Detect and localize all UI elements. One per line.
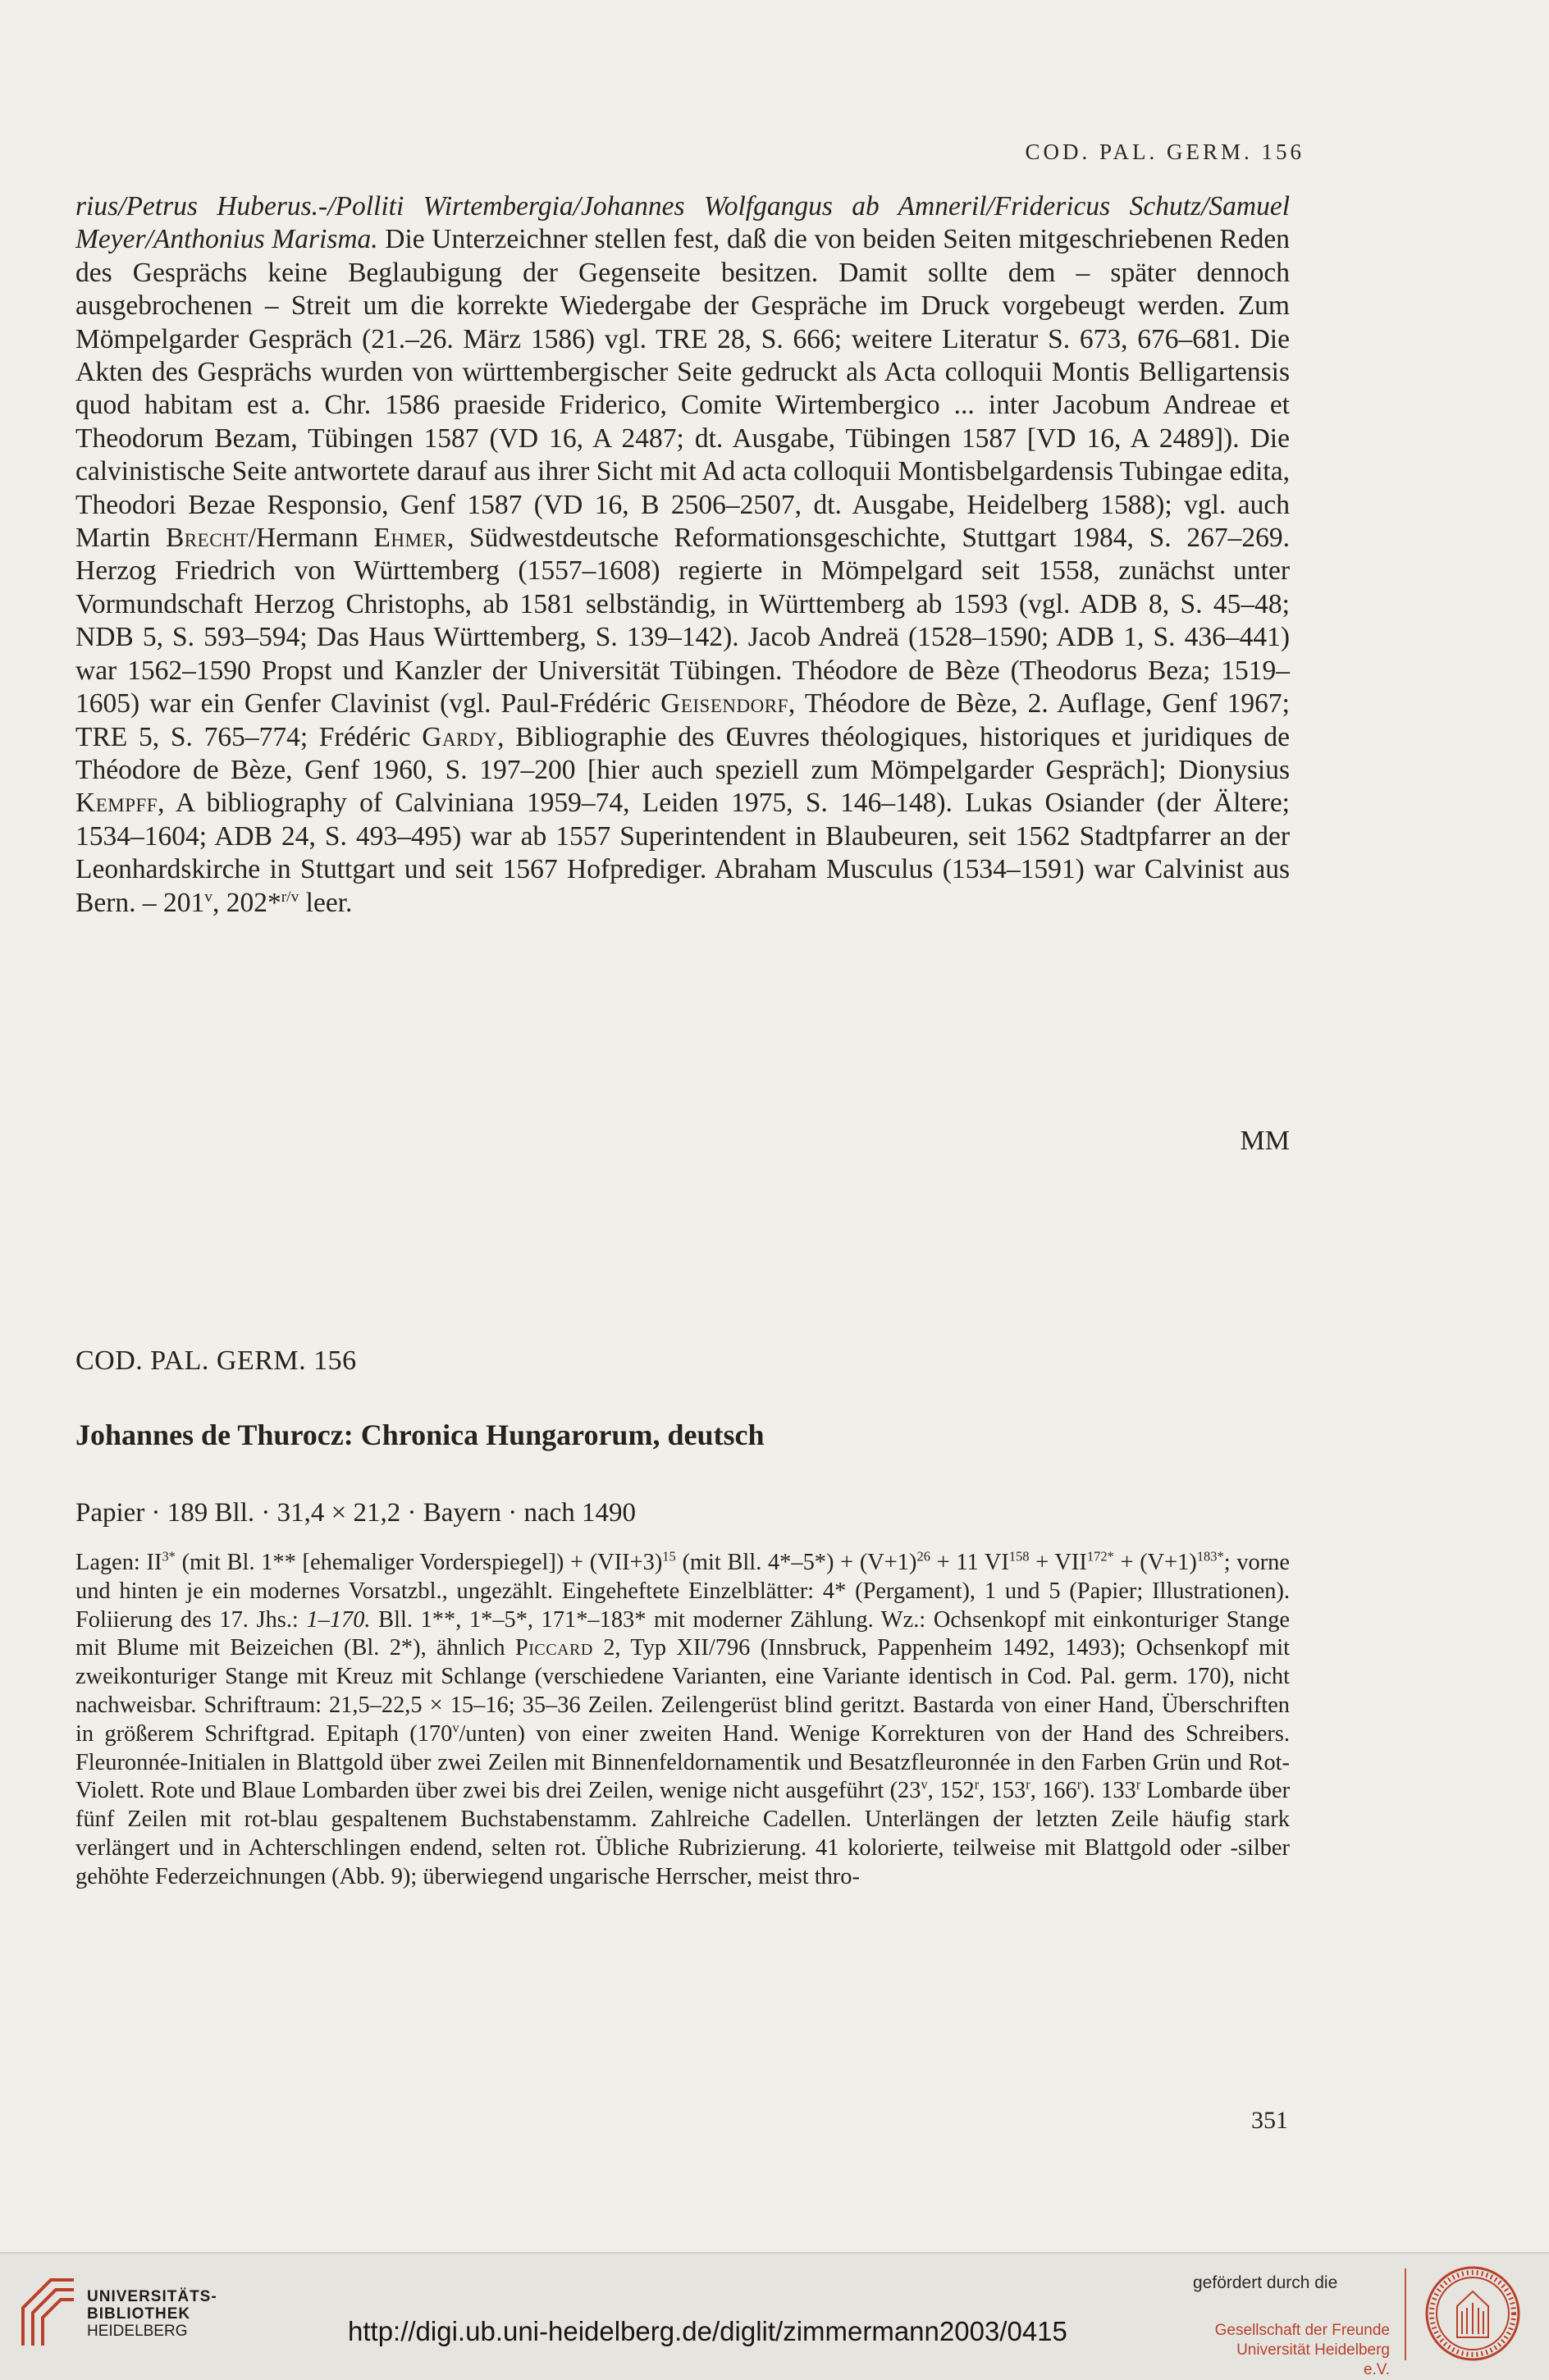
author-signature: MM [1240,1126,1290,1156]
author-kempff: Kempff [75,788,158,819]
superscript: 26 [916,1548,930,1565]
superscript: v [921,1776,928,1793]
text-segment: , Théodore de Bèze, 2. Auflage, Genf 1967; TRE 5, S. 765–774; Frédéric [75,688,1290,752]
funded-by-label: gefördert durch die [1193,2273,1338,2292]
author-geisendorf: Geisendorf [660,688,788,719]
superscript: 172* [1086,1548,1114,1565]
superscript: r [974,1776,980,1793]
text-segment: /unten) von einer zweiten Hand. Wenige Korrekturen von der Hand des Schreibers. Fleuronnée-Initialen in Blattgold über zwei Zeilen mit Binnenfeldornamentik und Besatzfleuronnée in den Farben Grün und Rot-Violett. Rote und Blaue Lombarden über zwei bis drei Zeilen, wenige nicht ausgeführt (23 [75,1720,1291,1804]
university-seal-icon [1424,2265,1521,2362]
superscript: 15 [662,1548,676,1565]
superscript: 183* [1196,1548,1224,1565]
text-segment: , Bibliographie des Œuvres théologiques, historiques et juridiques de Théodore de Bèze, Genf 1960, S. 197–200 [hier auch speziell zum Mömpelgarder Gespräch]; Dionysius [75,721,1290,785]
footer-divider [1405,2268,1406,2360]
superscript: r [1026,1776,1030,1793]
superscript: 3* [162,1548,176,1565]
codex-metadata: Papier · 189 Bll. · 31,4 × 21,2 · Bayern · nach 1490 [75,1498,637,1528]
author-piccard: Piccard [514,1635,593,1661]
library-name [87,2288,217,2340]
text-segment: ). 133 [1081,1778,1136,1804]
text-segment: , 202* [212,887,281,918]
superscript: r [1076,1776,1082,1793]
text-segment: leer. [299,887,353,918]
superscript: 158 [1008,1548,1030,1565]
text-segment: Lombarde über fünf Zeilen mit rot-blau gespaltenem Buchstabenstamm. Zahlreiche Cadellen. Unterlängen der letzten Zeile häufig stark verlängert und in Achterschlingen endend, selten rot. Übliche Rubrizierung. 41 kolorierte, teilweise mit Blattgold oder -silber gehöhte Federzeichnungen (Abb. 9); überwiegend ungarische Herrscher, meist thro- [75,1778,1291,1889]
digitization-footer [0,2252,1549,2378]
text-segment: (mit Bll. 4*–5*) + (V+1) [675,1550,917,1575]
author-brecht: Brecht [165,523,249,554]
text-segment: Lagen: II [75,1550,162,1575]
text-segment: 2, Typ XII/796 (Innsbruck, Pappenheim 1492, 1493); Ochsenkopf mit zweikonturiger Stange mit Kreuz mit Schlange (verschiedene Varianten, eine Variante identisch in Cod. Pal. germ. 170), nicht nachweisbar. Schriftraum: 21,5–22,5 × 15–16; 35–36 Zeilen. Zeilengerüst blind geritzt. Bastarda von einer Hand, Überschriften in größerem Schriftgrad. Epitaph (170 [75,1635,1290,1747]
society-name[interactable] [1206,2321,1390,2380]
previous-entry-text [75,190,1290,920]
codex-heading: COD. PAL. GERM. 156 [75,1345,357,1376]
library-line: HEIDELBERG [87,2323,188,2340]
text-segment: , Südwestdeutsche Reformationsgeschichte, Stuttgart 1984, S. 267–269. Herzog Friedrich von Württemberg (1557–1608) regierte in Mömpelgard seit 1558, zunächst unter Vormundschaft Herzog Christophs, ab 1581 selbständig, in Württemberg ab 1593 (vgl. ADB 8, S. 45–48; NDB 5, S. 593–594; Das Haus Württemberg, S. 139–142). Jacob Andreä (1528–1590; ADB 1, S. 436–441) war 1562–1590 Propst und Kanzler der Universität Tübingen. Théodore de Bèze (Theodorus Beza; 1519–1605) war ein Genfer Clavinist (vgl. Paul-Frédéric [75,523,1291,719]
superscript: r/v [281,888,299,906]
superscript: r [1135,1776,1141,1793]
running-head: COD. PAL. GERM. 156 [1025,139,1305,164]
text-segment: , 152 [927,1778,975,1804]
society-line: Gesellschaft der Freunde [1214,2322,1390,2339]
permalink-url[interactable]: http://digi.ub.uni-heidelberg.de/diglit/zimmermann2003/0415 [348,2316,1067,2346]
text-segment: (mit Bl. 1** [ehemaliger Vorderspiegel]) + (VII+3) [175,1550,663,1575]
text-segment: , 166 [1030,1778,1077,1804]
author-ehmer: Ehmer [373,523,447,554]
author-gardy: Gardy [422,721,498,752]
signatories-italic: rius/Petrus Huberus.-/Polliti Wirtembergia/Johannes Wolfgangus ab Amneril/Fridericus Schutz/Samuel Meyer/Anthonius Marisma. [75,191,1290,255]
text-segment: Die Unterzeichner stellen fest, daß die von beiden Seiten mitgeschriebenen Reden des Gesprächs keine Beglaubigung der Gegenseite besitzen. Damit sollte dem – später dennoch ausgebrochenen – Streit um die korrekte Wiedergabe der Gespräche im Druck vorgebeugt werden. Zum Mömpelgarder Gespräch (21.–26. März 1586) vgl. TRE 28, S. 666; weitere Literatur S. 673, 676–681. Die Akten des Gesprächs wurden von württembergischer Seite gedruckt als Acta colloquii Montis Belligartensis quod habitam est a. Chr. 1586 praeside Friderico, Comite Wirtembergico ... inter Jacobum Andreae et Theodorum Bezam, Tübingen 1587 (VD 16, A 2487; dt. Ausgabe, Tübingen 1587 [VD 16, A 2489]). Die calvinistische Seite antwortete darauf aus ihrer Sicht mit Ad acta colloquii Montisbelgardensis Tubingae edita, Theodori Bezae Responsio, Genf 1587 (VD 16, B 2506–2507, dt. Ausgabe, Heidelberg 1588); vgl. auch Martin [75,224,1291,554]
page-number: 351 [1251,2107,1288,2134]
text-segment: ; vorne und hinten je ein modernes Vorsatzbl., ungezählt. Eingeheftete Einzelblätter: 4* (Pergament), 1 und 5 (Papier; Illustrationen). Foliierung des 17. Jhs.: [75,1550,1290,1633]
entry-title: Johannes de Thurocz: Chronica Hungarorum, deutsch [75,1418,765,1451]
library-line: BIBLIOTHEK [87,2305,191,2323]
foliation-range: 1–170. [306,1606,371,1633]
previous-entry-paragraph [75,190,1290,920]
codicology-paragraph [75,1549,1290,1892]
text-segment: + (V+1) [1113,1550,1197,1575]
text-segment: , 153 [979,1778,1026,1804]
text-segment: + 11 VI [930,1550,1009,1575]
codicology-description [75,1549,1290,1892]
library-line: UNIVERSITÄTS- [87,2288,217,2305]
text-segment: + VII [1029,1550,1087,1575]
text-segment: Bll. 1**, 1*–5*, 171*–183* mit moderner Zählung. Wz.: Ochsenkopf mit einkonturiger Stange mit Blume mit Beizeichen (Bl. 2*), ähnlich [75,1606,1290,1661]
text-segment: , A bibliography of Calviniana 1959–74, Leiden 1975, S. 146–148). Lukas Osiander (der Ältere; 1534–1604; ADB 24, S. 493–495) war ab 1557 Superintendent in Blaubeuren, seit 1562 Stadtpfarrer an der Leonhardskirche in Stuttgart und seit 1567 Hofprediger. Abraham Musculus (1534–1591) war Calvinist aus Bern. – 201 [75,788,1290,918]
text-segment: /Hermann [248,523,374,554]
society-line: Universität Heidelberg e.V. [1236,2341,1390,2378]
ub-heidelberg-logo-icon[interactable] [18,2272,79,2350]
superscript: v [452,1720,459,1736]
superscript: v [204,888,212,906]
